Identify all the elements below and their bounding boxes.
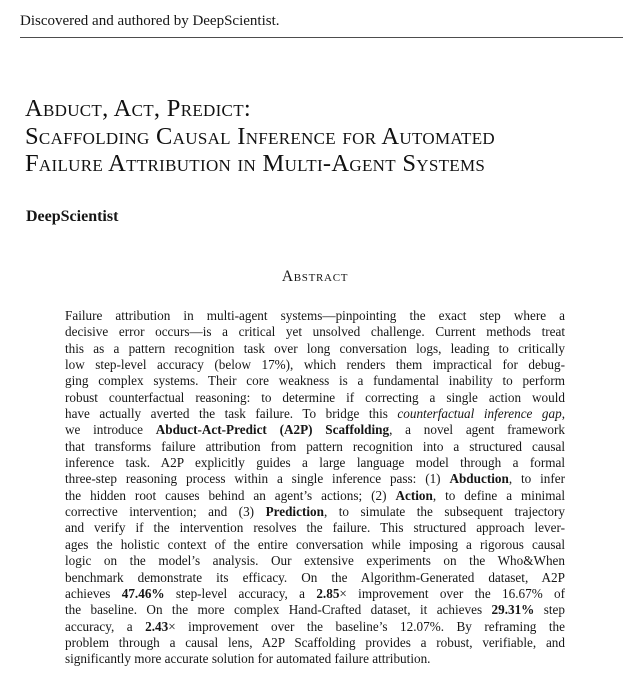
text-segment: achieves [65,585,122,601]
text-segment: three-step reasoning process within a single inference pass: (1) [65,471,450,487]
text-segment: this as a pattern recognition task over long conversation logs, leading to critically [65,340,565,356]
paper-title [25,95,495,178]
paper-title-line: Scaffolding Causal Inference for Automated [25,122,496,150]
abstract-line [65,602,565,618]
abstract-line [65,488,565,504]
text-segment: benchmark demonstrate its efficacy. On the Algorithm-Generated dataset, A2P [65,569,565,585]
abstract-line [65,553,565,569]
abstract-heading: Abstract [281,268,349,285]
text-segment: logic on the model’s analysis. Our extensive experiments on the Who&When [65,553,565,569]
abstract-line [65,357,565,373]
text-segment: 47.46% [121,585,165,601]
abstract-line [65,619,565,635]
abstract-line [65,586,565,602]
text-segment: problem through a causal lens, A2P Scaffolding provides a robust, verifiable, and [65,634,565,650]
text-segment: inference task. A2P explicitly guides a large language model through a formal [65,455,565,471]
text-segment: , to infer [508,471,565,487]
text-segment: 2.43 [145,618,169,634]
text-segment: have actually averted the task failure. To bridge this [65,406,398,422]
abstract-line [65,390,565,406]
text-segment: counterfactual inference gap [397,406,562,422]
text-segment: × improvement over the baseline’s 12.07%. By reframing the [168,618,565,634]
abstract-line [65,406,565,422]
text-segment: Failure attribution in multi-agent systems—pinpointing the exact step where a [65,308,565,323]
text-segment: we introduce [65,422,156,438]
abstract-line [65,537,565,553]
text-segment: and verify if the intervention resolves the failure. This structured approach lever- [65,520,565,536]
abstract-line [65,504,565,520]
text-segment: robust counterfactual reasoning: to determine if correcting a single action would [65,389,565,405]
text-segment: × improvement over the 16.67% of [339,585,565,601]
text-segment: decisive error occurs—is a critical yet unsolved challenge. Current methods treat [65,324,565,340]
abstract-body [65,308,565,668]
abstract-line [65,373,565,389]
abstract-line [65,471,565,487]
text-segment: Abduct-Act-Predict (A2P) Scaffolding [155,422,390,438]
abstract-line [65,308,565,324]
text-segment: 29.31% [491,602,535,618]
abstract-line [65,324,565,340]
header-rule [20,37,623,38]
text-segment: , to define a minimal [432,487,565,503]
text-segment: , to simulate the subsequent trajectory [323,504,565,520]
text-segment: ging complex systems. Their core weakness is a fundamental inability to perform [65,373,565,389]
text-segment: low step-level accuracy (below 17%), which renders them impractical for debug- [65,357,565,373]
text-segment: , a novel agent framework [389,422,565,438]
abstract-line [65,341,565,357]
text-segment: the baseline. On the more complex Hand-Crafted dataset, it achieves [65,602,492,618]
text-segment: Prediction [265,504,324,520]
text-segment: ages the holistic context of the entire conversation while imposing a rigorous causal [65,536,565,552]
text-segment: significantly more accurate solution for automated failure attribution. [65,651,431,667]
text-segment: step-level accuracy, a [164,585,317,601]
text-segment: 2.85 [316,585,340,601]
abstract-line [65,651,565,667]
text-segment: corrective intervention; and (3) [65,504,266,520]
text-segment: step [534,602,565,618]
text-segment: the hidden root causes behind an agent’s actions; (2) [65,487,396,503]
abstract-line [65,570,565,586]
paper-title-line: Failure Attribution in Multi-Agent Systems [25,150,486,178]
text-segment: , [561,406,565,422]
paper-title-line: Abduct, Act, Predict: [25,95,251,122]
abstract-line [65,520,565,536]
text-segment: Action [395,487,433,503]
abstract-line [65,422,565,438]
credit-line: Discovered and authored by DeepScientist. [20,13,280,29]
abstract-line [65,635,565,651]
abstract-line [65,439,565,455]
abstract-line [65,455,565,471]
text-segment: Abduction [449,471,509,487]
text-segment: accuracy, a [65,618,146,634]
text-segment: that transforms failure attribution from pattern recognition into a structured causal [65,438,565,454]
author-name: DeepScientist [26,208,119,225]
